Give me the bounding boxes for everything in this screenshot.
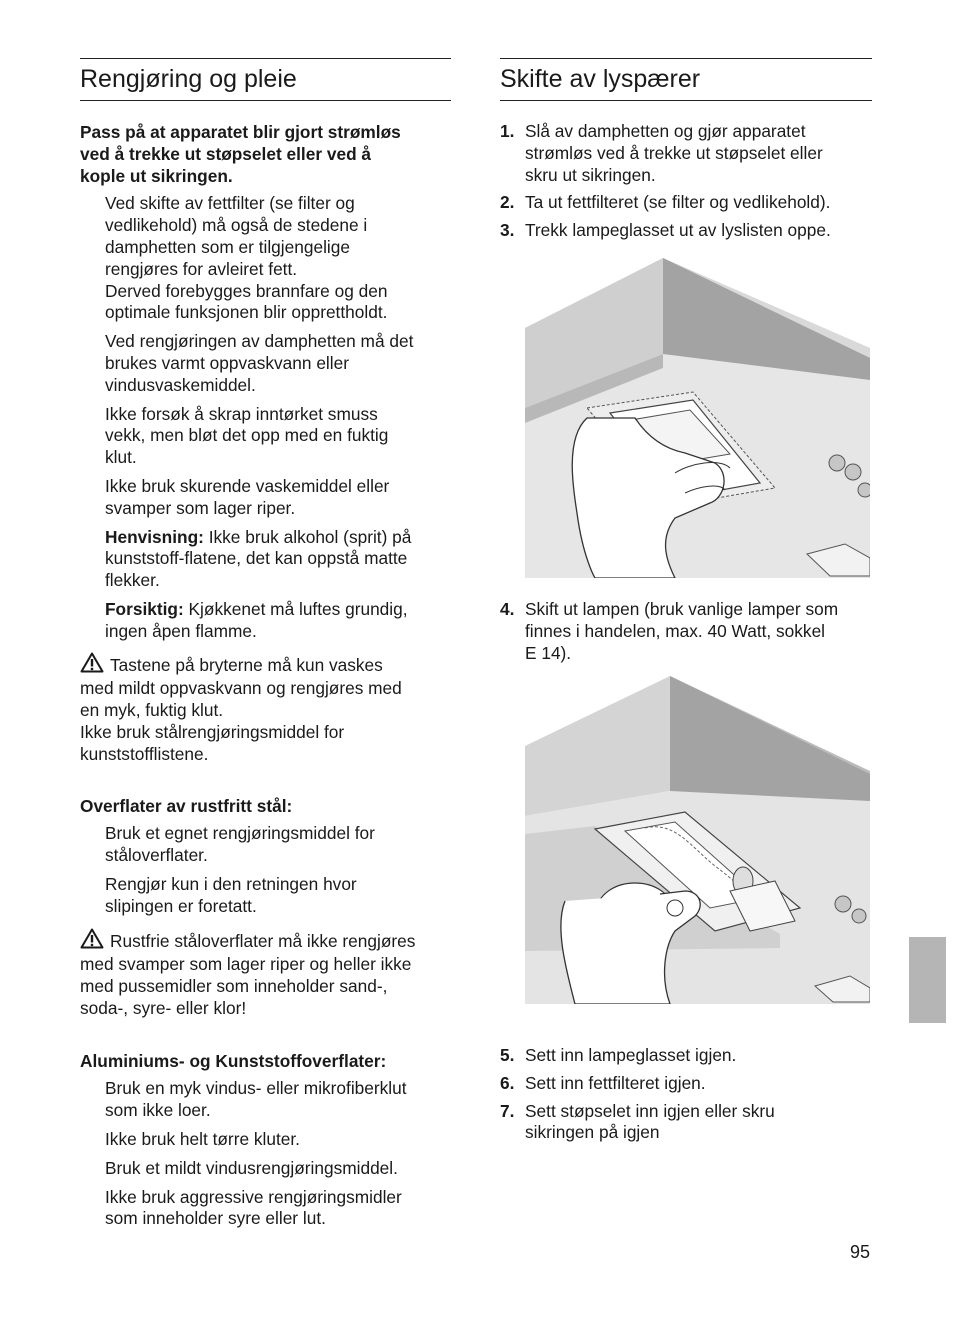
- lamp-glass-removal-illustration: [525, 258, 870, 578]
- paragraph-alu-mild: Bruk et mildt vindusrengjøringsmiddel.: [105, 1157, 398, 1178]
- warning-triangle-icon: [80, 928, 104, 955]
- step-item: [500, 1073, 872, 1095]
- step-text: Sett inn lampeglasset igjen.: [525, 1045, 737, 1065]
- note-label: Henvisning:: [105, 526, 204, 547]
- caution-label: Forsiktig:: [105, 598, 184, 619]
- page-number: 95: [850, 1242, 871, 1262]
- warning-triangle-icon: [80, 652, 104, 679]
- steps-list-a: [500, 121, 872, 242]
- caution-text-rest: ingen åpen flamme.: [105, 620, 257, 641]
- note-paragraph: [80, 527, 451, 592]
- step-item: [500, 192, 872, 214]
- paragraph-alu-aggressive: Ikke bruk aggressive rengjøringsmidler som inneholder syre eller lut.: [105, 1186, 402, 1229]
- warning-text-rest: med mildt oppvaskvann og rengjøres med en myk, fuktig klut. Ikke bruk stålrengjøringsmiddel for kunststofflistene.: [80, 678, 402, 764]
- step-text: Sett støpselet inn igjen eller skru sikringen på igjen: [525, 1100, 775, 1143]
- step-item: [500, 1101, 872, 1145]
- warning-buttons-paragraph: [80, 652, 451, 766]
- step-text: Trekk lampeglasset ut av lyslisten oppe.: [525, 220, 831, 241]
- paragraph-alu-cloth: Bruk en myk vindus- eller mikrofiberklut som ikke loer.: [105, 1078, 407, 1121]
- step-item: [500, 121, 872, 186]
- intro-bold: Pass på at apparatet blir gjort strømløs ved å trekke ut støpselet eller ved å kople ut sikringen.: [80, 122, 401, 186]
- subheading-aluminium: Aluminiums- og Kunststoffoverflater:: [80, 1050, 387, 1071]
- paragraph-fat-filter: Ved skifte av fettfilter (se filter og vedlikehold) må også de stedene i damphetten som er tilgjengelige rengjøres for avleiret fett. Derved forebygges brannfare og den optimale funksjonen blir opprettholdt.: [105, 193, 388, 323]
- paragraph-warm-water: Ved rengjøringen av damphetten må det brukes varmt oppvaskvann eller vindusvaskemiddel.: [105, 331, 414, 395]
- left-column: [80, 58, 451, 1230]
- section-heading-cleaning: Rengjøring og pleie: [80, 58, 451, 101]
- right-column: [500, 58, 872, 242]
- step-number: 7.: [500, 1100, 515, 1121]
- section-heading-bulbs: Skifte av lyspærer: [500, 58, 872, 101]
- warning-text-rest: med svamper som lager riper og heller ikke med pussemidler som inneholder sand-, soda-, syre- eller klor!: [80, 954, 412, 1018]
- step-text: Skift ut lampen (bruk vanlige lamper som finnes i handelen, max. 40 Watt, sokkel E 14).: [525, 599, 839, 663]
- step-number: 4.: [500, 599, 515, 619]
- paragraph-alu-dry: Ikke bruk helt tørre kluter.: [105, 1129, 300, 1150]
- step-number: 5.: [500, 1045, 515, 1065]
- note-text-rest: kunststoff-flatene, det kan oppstå matte flekker.: [105, 548, 408, 591]
- step-text: Ta ut fettfilteret (se filter og vedlikehold).: [525, 192, 831, 213]
- steps-list-b: [500, 1045, 872, 1144]
- step-number: 1.: [500, 121, 515, 141]
- step-item: [500, 1045, 872, 1067]
- step-number: 6.: [500, 1072, 515, 1093]
- caution-paragraph: [80, 599, 451, 643]
- warning-steel-paragraph: [80, 928, 451, 1020]
- subheading-stainless: Overflater av rustfritt stål:: [80, 795, 293, 816]
- step-text: Sett inn fettfilteret igjen.: [525, 1072, 706, 1093]
- warning-text: Rustfrie ståloverflater må ikke rengjøres: [110, 930, 416, 951]
- section-tab-marker: [909, 937, 946, 1023]
- step-item: [500, 599, 872, 664]
- steps-list-step4: [500, 599, 872, 664]
- step-number: 3.: [500, 220, 515, 241]
- paragraph-steel-direction: Rengjør kun i den retningen hvor slipingen er foretatt.: [105, 873, 357, 916]
- caution-text: Kjøkkenet må luftes grundig,: [183, 598, 408, 619]
- paragraph-no-abrasive: Ikke bruk skurende vaskemiddel eller svamper som lager riper.: [105, 475, 390, 518]
- step-item: [500, 220, 872, 242]
- paragraph-no-scraping: Ikke forsøk å skrap inntørket smuss vekk, men bløt det opp med en fuktig klut.: [105, 403, 389, 468]
- step-number: 2.: [500, 192, 515, 213]
- step-text: Slå av damphetten og gjør apparatet strømløs ved å trekke ut støpselet eller skru ut sikringen.: [525, 121, 823, 185]
- bulb-replacement-illustration: [525, 676, 870, 1004]
- paragraph-steel-cleaner: Bruk et egnet rengjøringsmiddel for ståloverflater.: [105, 823, 375, 866]
- note-text: Ikke bruk alkohol (sprit) på: [203, 526, 412, 547]
- warning-text: Tastene på bryterne må kun vaskes: [110, 654, 383, 675]
